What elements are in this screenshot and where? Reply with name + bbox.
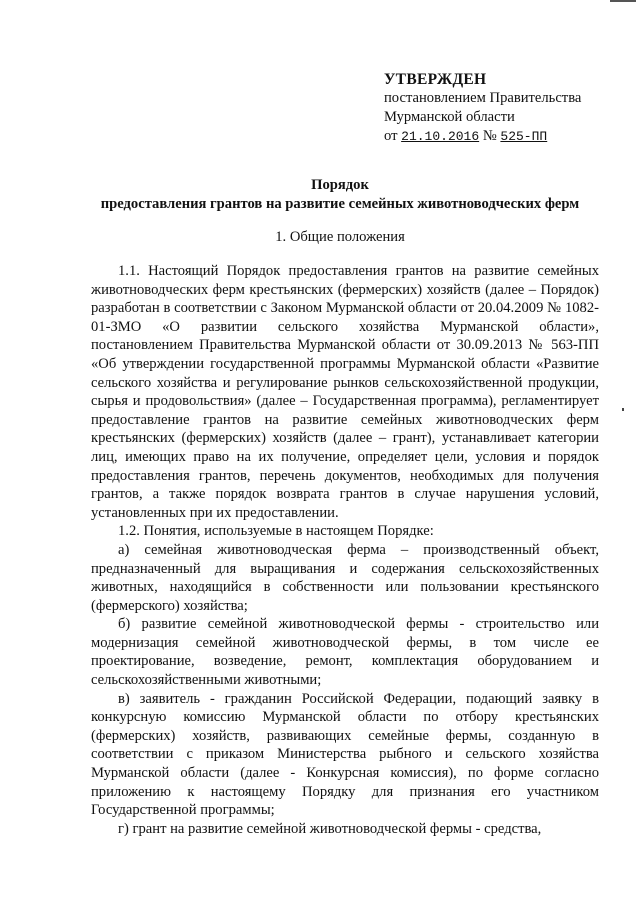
approval-number: 525-ПП (500, 129, 548, 144)
approval-date-line (384, 127, 624, 146)
document-body (91, 262, 599, 838)
approval-line-2: Мурманской области (384, 109, 515, 125)
section-heading: 1. Общие положения (275, 229, 405, 245)
document-title-line-2: предоставления грантов на развитие семейных животноводческих ферм (100, 196, 580, 212)
paragraph-a: а) семейная животноводческая ферма – производственный объект, предназначенный для выращивания и содержания сельскохозяйственных животных, находящийся в собственности или пользовании крестьянского (фермерского) хозяйства; (91, 541, 599, 614)
approval-block (384, 70, 624, 146)
paragraph-b: б) развитие семейной животноводческой фермы - строительство или модернизация семейной животноводческой фермы, в том числе ее проектирование, возведение, ремонт, комплектация оборудованием и сельскохозяйственными животными; (91, 616, 599, 689)
paragraph-g: г) грант на развитие семейной животноводческой фермы - средства, (118, 820, 542, 837)
approval-date-prefix: от (384, 128, 398, 144)
scan-speck (622, 408, 624, 411)
approval-number-sign: № (482, 128, 497, 144)
approval-stamp: УТВЕРЖДЕН (384, 71, 487, 88)
paragraph-1-2: 1.2. Понятия, используемые в настоящем Порядке: (118, 523, 434, 540)
scan-corner-mark (610, 0, 636, 5)
paragraph-1-1: 1.1. Настоящий Порядок предоставления грантов на развитие семейных животноводческих ферм крестьянских (фермерских) хозяйств (далее – Порядок) разработан в соответствии с Законом Мурманской области от 20.04.2009 № 1082-01-ЗМО «О развитии сельского хозяйства Мурманской области», постановлением Правительства Мурманской области от 30.09.2013 № 563-ПП «Об утверждении государственной программы Мурманской области «Развитие сельского хозяйства и регулирование рынков сельскохозяйственной продукции, сырья и продовольствия» (далее – Государственная программа), регламентирует предоставление грантов на развитие семейных животноводческих ферм крестьянских (фермерских) хозяйств (далее – грант), устанавливает категории лиц, имеющих право на их получение, определяет цели, условия и порядок предоставления грантов, перечень документов, необходимых для получения грантов, а также порядок возврата грантов в случае нарушения условий, установленных при их предоставлении. (91, 263, 599, 521)
approval-date: 21.10.2016 (401, 129, 480, 144)
approval-line-1: постановлением Правительства (384, 90, 582, 106)
document-title-line-1: Порядок (311, 177, 369, 193)
paragraph-v: в) заявитель - гражданин Российской Федерации, подающий заявку в конкурсную комиссию Мурманской области по отбору крестьянских (фермерских) хозяйств, развивающих семейные фермы, созданную в соответствии с приказом Министерства рыбного и сельского хозяйства Мурманской области (далее - Конкурсная комиссия), по форме согласно приложению к настоящему Порядку для признания его участником Государственной программы; (91, 690, 599, 819)
